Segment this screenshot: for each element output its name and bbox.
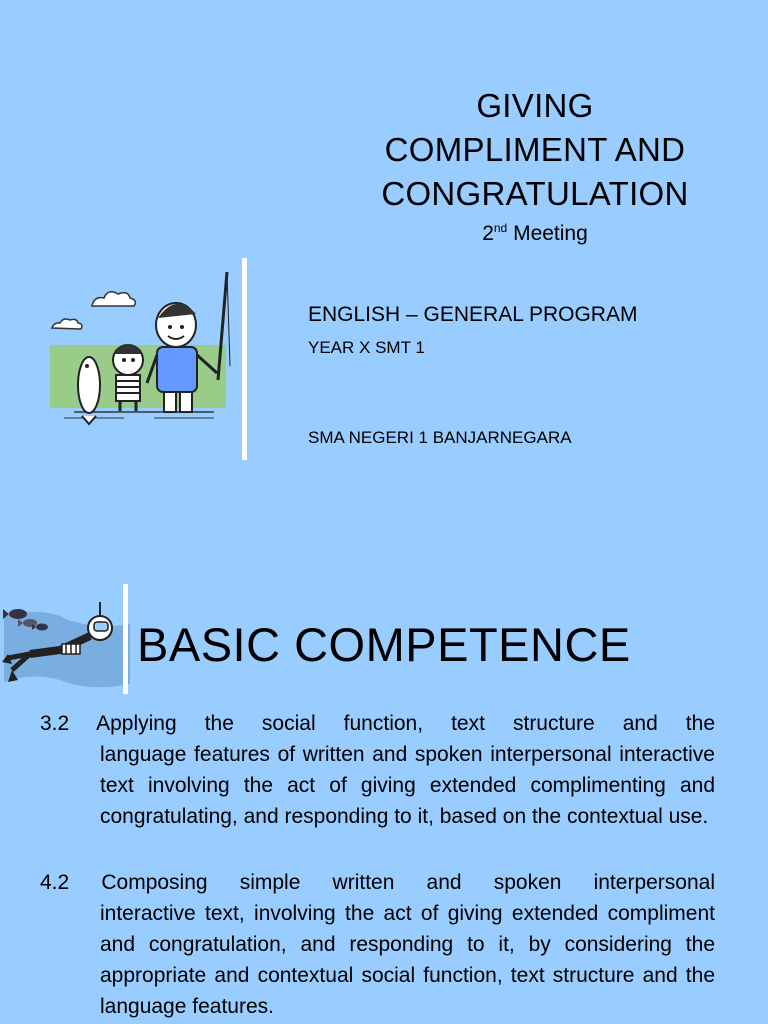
- accent-bar: [242, 258, 247, 460]
- competence-text-rest: language features of written and spoken interpersonal interactive text involving the act of giving extended complimenting and congratulating, and responding to it, based on the contextual use.: [100, 743, 715, 828]
- competence-number: 4.2: [40, 871, 70, 894]
- competence-text-start: Applying the social function, text structure and the: [96, 712, 715, 735]
- competence-item: [40, 867, 715, 1022]
- competence-text-start: Composing simple written and spoken interpersonal: [101, 871, 715, 894]
- competence-first-line: [40, 708, 715, 739]
- competence-text-rest: interactive text, involving the act of giving extended compliment and congratulation, and responding to it, by considering the appropriate and contextual social function, text structure and the language features.: [100, 902, 715, 1018]
- program-label: ENGLISH – GENERAL PROGRAM: [308, 303, 638, 326]
- school-label: SMA NEGERI 1 BANJARNEGARA: [308, 428, 572, 447]
- meeting-label: [330, 219, 740, 249]
- accent-bar: [123, 584, 128, 694]
- scuba-diver-clipart-icon: [0, 598, 130, 698]
- competence-number: 3.2: [40, 712, 70, 735]
- meeting-number: 2: [482, 222, 494, 245]
- title-line: GIVING: [476, 87, 594, 124]
- section-heading: BASIC COMPETENCE: [137, 618, 631, 671]
- content-slide: [0, 560, 768, 1024]
- slide-title: [330, 84, 740, 216]
- title-line: CONGRATULATION: [381, 175, 689, 212]
- competence-first-line: [40, 867, 715, 898]
- year-label: YEAR X SMT 1: [308, 338, 425, 357]
- meeting-word: Meeting: [513, 222, 588, 245]
- title-line: COMPLIMENT AND: [384, 131, 686, 168]
- family-fishing-clipart-icon: [44, 270, 244, 435]
- meeting-ordinal-suffix: nd: [493, 221, 508, 235]
- competence-item: [40, 708, 715, 832]
